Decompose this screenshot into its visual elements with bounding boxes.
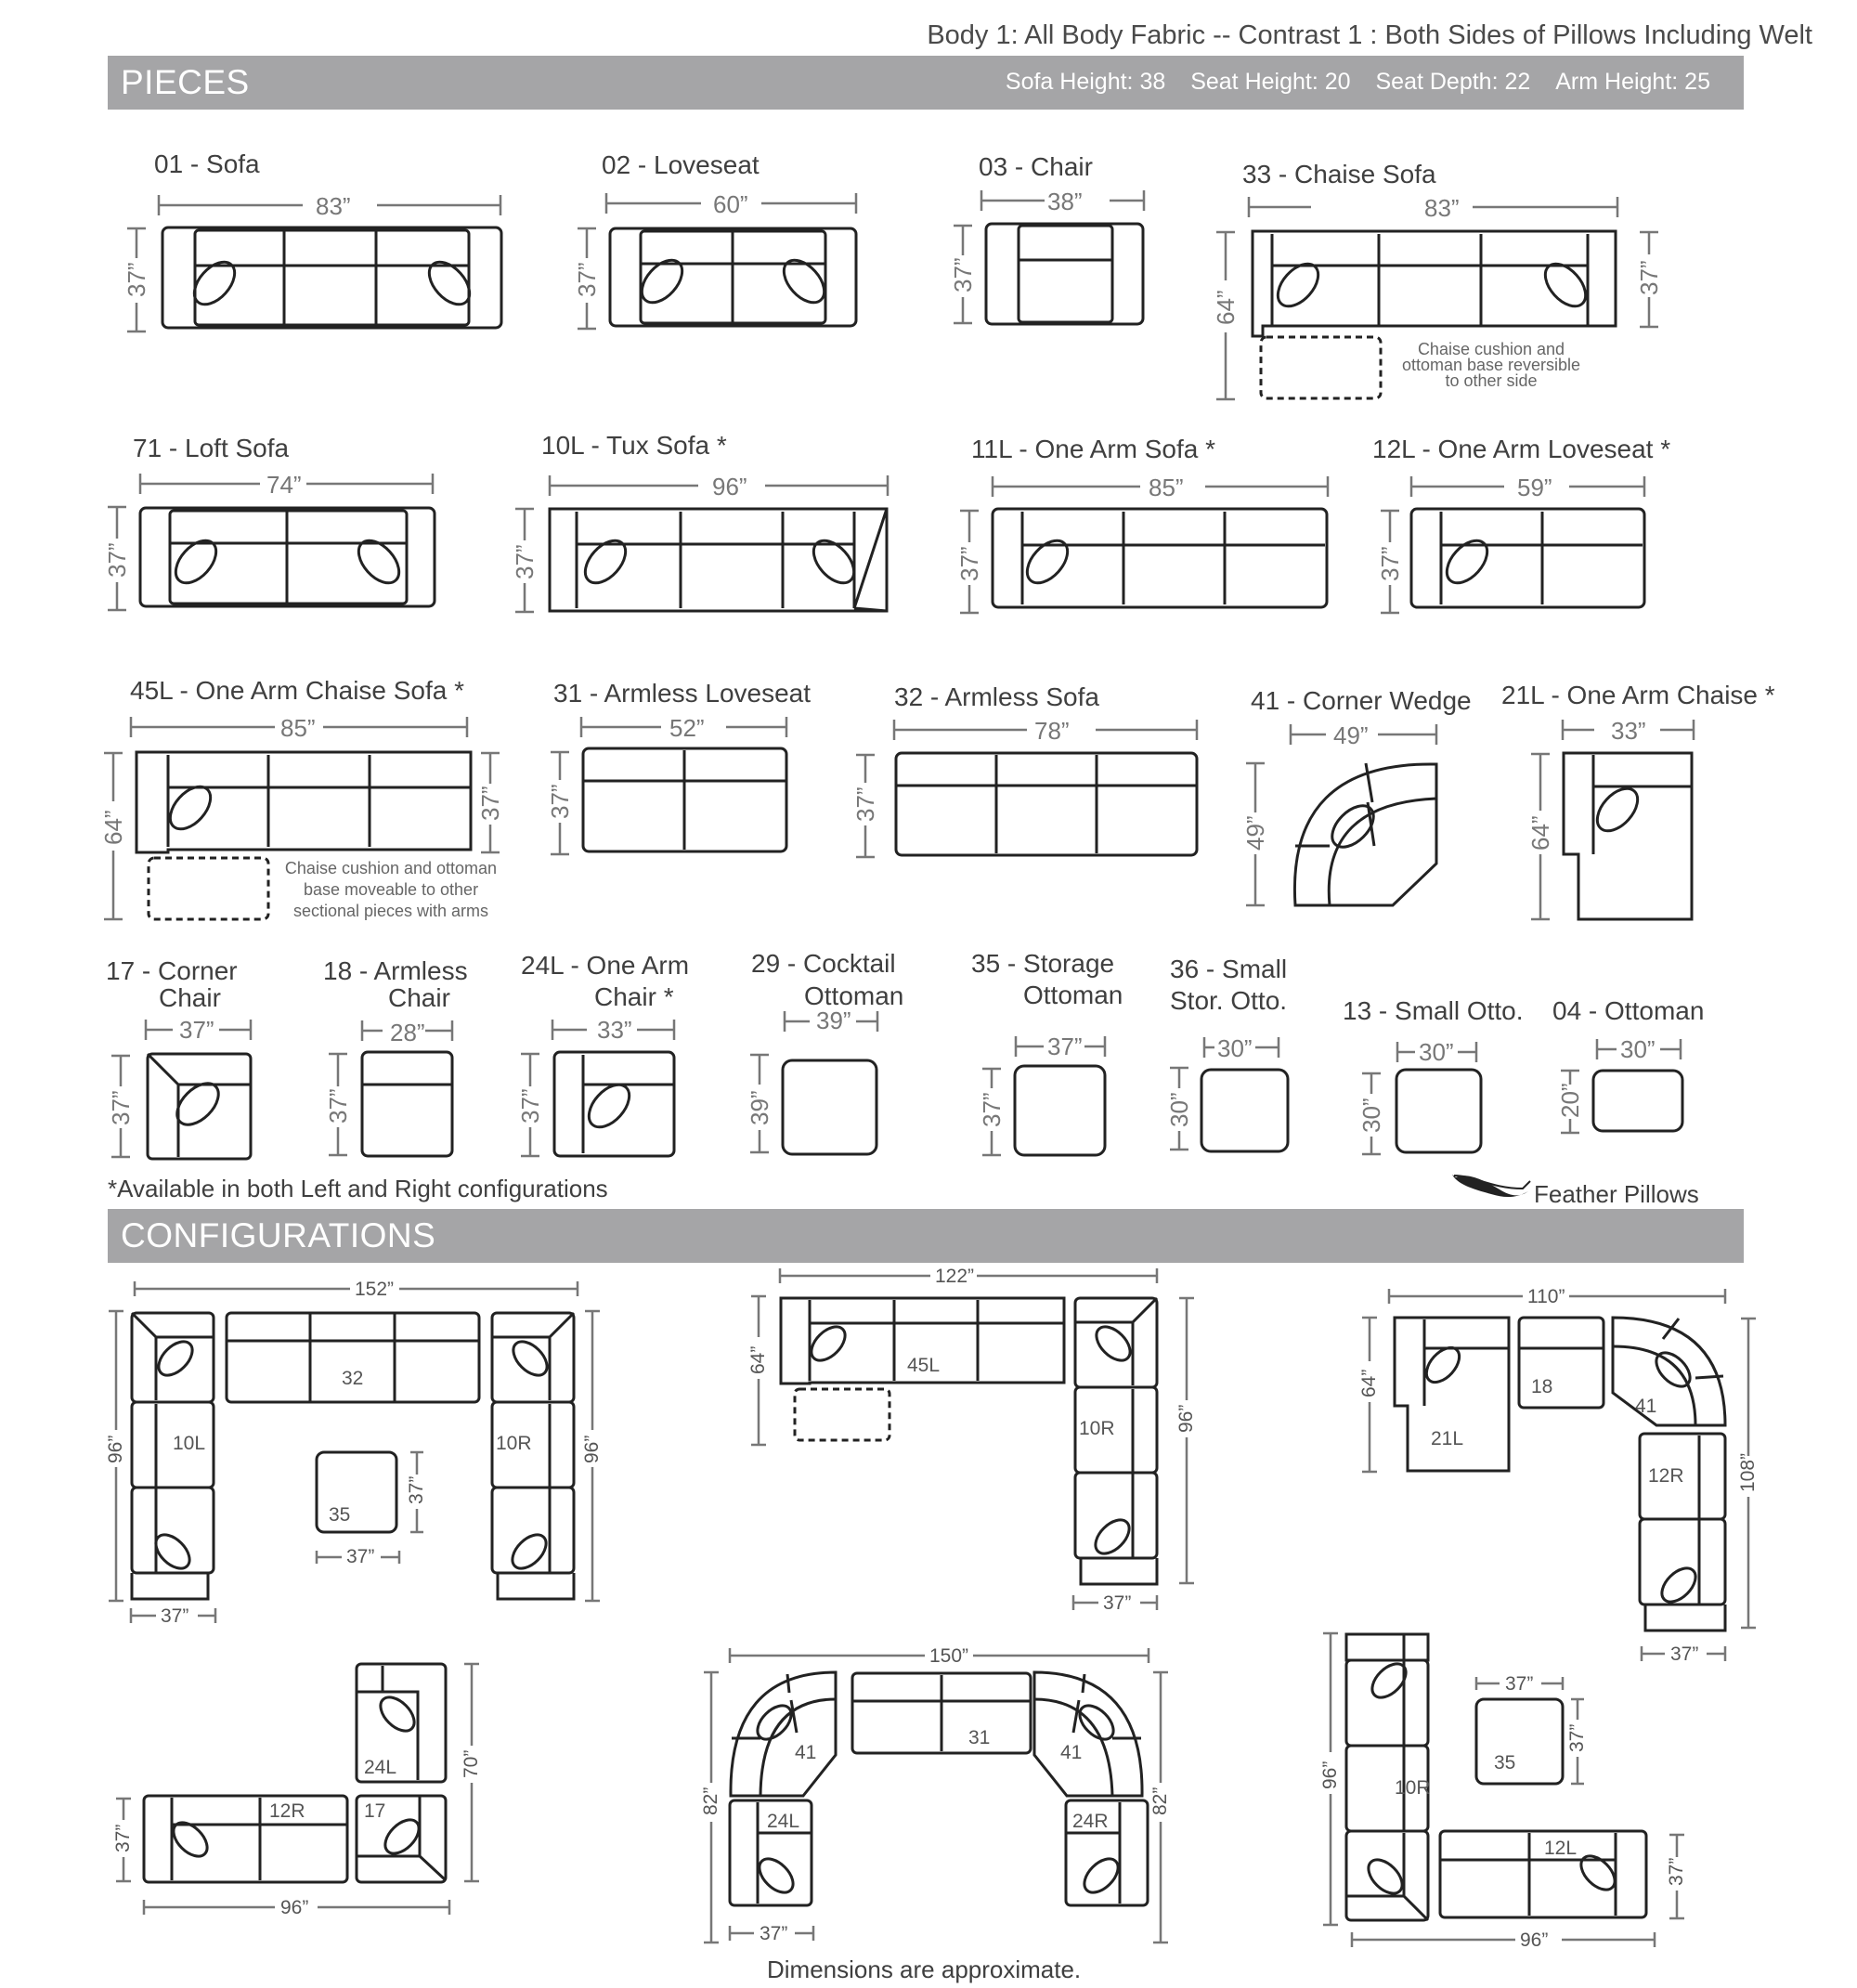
spec-arm-height: Arm Height: 25 xyxy=(1555,69,1710,95)
piece-36-small-storage-ottoman xyxy=(1165,1034,1288,1151)
cfg2-depth-left: 64” xyxy=(747,1345,769,1374)
dim-04-depth: 20” xyxy=(1556,1083,1584,1118)
piece-29-cocktail-ottoman xyxy=(746,1007,877,1154)
piece-label-24l-line2: Chair * xyxy=(594,982,674,1011)
configuration-1 xyxy=(105,1279,603,1627)
dim-04-width: 30” xyxy=(1620,1035,1656,1063)
dim-32-depth: 37” xyxy=(851,786,879,822)
cfg1-ottoman-w: 37” xyxy=(346,1546,375,1567)
piece-label-31-armless-loveseat: 31 - Armless Loveseat xyxy=(553,679,812,708)
dim-01-depth: 37” xyxy=(123,262,150,297)
dim-71-depth: 37” xyxy=(103,542,131,578)
cfg5-label-24l: 24L xyxy=(767,1811,800,1832)
cfg5-depth-left: 82” xyxy=(700,1787,721,1815)
dim-02-width: 60” xyxy=(713,190,748,218)
dim-71-width: 74” xyxy=(266,471,302,499)
piece-label-10l-tux-sofa: 10L - Tux Sofa * xyxy=(541,431,727,460)
piece-18-armless-chair xyxy=(324,1019,452,1156)
cfg3-arm: 37” xyxy=(1670,1644,1699,1665)
cfg5-arm: 37” xyxy=(760,1923,788,1944)
dim-33-depth2: 37” xyxy=(1635,260,1663,295)
piece-71-loft-sofa xyxy=(103,471,435,610)
dim-33-width: 83” xyxy=(1424,194,1460,222)
piece-label-36-line1: 36 - Small xyxy=(1170,955,1288,983)
dim-11l-depth: 37” xyxy=(955,546,983,581)
spec-seat-height: Seat Height: 20 xyxy=(1190,69,1351,95)
cfg4-label-12r: 12R xyxy=(269,1800,305,1822)
dim-11l-width: 85” xyxy=(1149,474,1184,501)
configuration-5 xyxy=(700,1645,1171,1944)
piece-label-18-line1: 18 - Armless xyxy=(323,956,468,985)
configurations-title: CONFIGURATIONS xyxy=(121,1216,436,1254)
piece-label-12l-one-arm-loveseat: 12L - One Arm Loveseat * xyxy=(1372,435,1671,463)
dim-45l-depth: 64” xyxy=(99,810,127,845)
piece-13-small-ottoman xyxy=(1357,1038,1481,1154)
piece-label-02-loveseat: 02 - Loveseat xyxy=(602,150,760,179)
dim-31-width: 52” xyxy=(669,714,705,742)
pieces-title: PIECES xyxy=(121,63,250,101)
piece-label-11l-one-arm-sofa: 11L - One Arm Sofa * xyxy=(971,435,1216,463)
piece-03-chair xyxy=(949,188,1144,324)
dim-10l-depth: 37” xyxy=(511,544,539,579)
dim-41-depth: 49” xyxy=(1241,815,1269,851)
piece-label-04-ottoman: 04 - Ottoman xyxy=(1552,996,1705,1025)
piece-label-01-sofa: 01 - Sofa xyxy=(154,149,260,178)
dim-18-depth: 37” xyxy=(324,1088,352,1124)
piece-41-corner-wedge xyxy=(1241,721,1436,905)
dim-33-depth: 64” xyxy=(1212,290,1240,325)
dim-01-width: 83” xyxy=(316,192,351,220)
dim-12l-width: 59” xyxy=(1517,474,1552,501)
dim-29-width: 39” xyxy=(816,1007,851,1034)
dim-21l-width: 33” xyxy=(1611,717,1646,745)
cfg1-label-10l: 10L xyxy=(173,1433,206,1454)
dim-35-width: 37” xyxy=(1047,1033,1083,1060)
cfg6-label-10r: 10R xyxy=(1395,1777,1431,1799)
cfg2-label-10r: 10R xyxy=(1079,1418,1115,1439)
piece-04-ottoman xyxy=(1556,1035,1682,1133)
dim-12l-depth: 37” xyxy=(1376,546,1404,581)
dim-41-width: 49” xyxy=(1333,721,1369,749)
note-45l-line2: base moveable to other xyxy=(303,880,479,899)
dim-36-width: 30” xyxy=(1217,1034,1253,1062)
piece-02-loveseat xyxy=(573,190,856,329)
cfg3-label-12r: 12R xyxy=(1648,1465,1684,1487)
dim-36-depth: 30” xyxy=(1165,1092,1193,1127)
piece-12l-one-arm-loveseat xyxy=(1376,474,1644,613)
dim-17-width: 37” xyxy=(179,1016,214,1044)
feather-icon xyxy=(1452,1175,1530,1197)
fabric-note: Body 1: All Body Fabric -- Contrast 1 : Both Sides of Pillows Including Welt xyxy=(927,20,1812,50)
cfg1-label-10r: 10R xyxy=(496,1433,532,1454)
cfg3-depth-left: 64” xyxy=(1358,1369,1380,1397)
piece-label-71-loft-sofa: 71 - Loft Sofa xyxy=(133,434,290,462)
piece-label-33-chaise-sofa: 33 - Chaise Sofa xyxy=(1242,160,1436,188)
cfg6-width: 96” xyxy=(1520,1930,1549,1951)
cfg3-width: 110” xyxy=(1527,1286,1565,1307)
cfg5-label-24r: 24R xyxy=(1072,1811,1109,1832)
dim-17-depth: 37” xyxy=(107,1090,135,1125)
piece-31-armless-loveseat xyxy=(546,714,786,854)
cfg2-width: 122” xyxy=(935,1266,975,1287)
dim-13-depth: 30” xyxy=(1357,1098,1385,1133)
note-33-line3: to other side xyxy=(1445,371,1538,390)
cfg3-depth-right: 108” xyxy=(1737,1452,1759,1492)
dim-03-width: 38” xyxy=(1047,188,1083,215)
piece-32-armless-sofa xyxy=(851,717,1197,857)
cfg4-width: 96” xyxy=(280,1897,309,1918)
cfg6-ottoman-w: 37” xyxy=(1505,1673,1534,1695)
piece-35-storage-ottoman xyxy=(978,1033,1105,1155)
configuration-4 xyxy=(112,1664,482,1918)
piece-24l-one-arm-chair xyxy=(516,1016,674,1156)
piece-label-29-line2: Ottoman xyxy=(804,981,904,1010)
dim-02-depth: 37” xyxy=(573,262,601,297)
piece-label-03-chair: 03 - Chair xyxy=(979,152,1093,181)
spec-seat-depth: Seat Depth: 22 xyxy=(1375,69,1531,95)
cfg4-depth-left: 37” xyxy=(112,1824,134,1852)
piece-21l-one-arm-chaise xyxy=(1526,717,1694,919)
piece-label-17-line1: 17 - Corner xyxy=(106,956,238,985)
piece-label-13-small-otto: 13 - Small Otto. xyxy=(1343,996,1524,1025)
footer-note: Dimensions are approximate. xyxy=(767,1956,1082,1983)
piece-label-35-line1: 35 - Storage xyxy=(971,949,1115,978)
cfg1-depth-left: 96” xyxy=(105,1435,126,1463)
dim-10l-width: 96” xyxy=(712,473,747,500)
piece-label-41-corner-wedge: 41 - Corner Wedge xyxy=(1251,686,1472,715)
cfg1-depth-right: 96” xyxy=(581,1435,603,1463)
piece-label-29-line1: 29 - Cocktail xyxy=(751,949,896,978)
cfg6-ottoman-d: 37” xyxy=(1566,1723,1588,1752)
dim-24l-width: 33” xyxy=(597,1016,632,1044)
cfg1-ottoman-d: 37” xyxy=(406,1475,427,1504)
configuration-2 xyxy=(747,1266,1197,1614)
dim-29-depth: 39” xyxy=(746,1090,773,1125)
piece-label-35-line2: Ottoman xyxy=(1023,981,1123,1009)
cfg1-width: 152” xyxy=(355,1279,395,1300)
cfg3-label-41: 41 xyxy=(1635,1396,1657,1417)
cfg2-arm: 37” xyxy=(1103,1592,1132,1614)
cfg6-label-35: 35 xyxy=(1494,1752,1516,1774)
piece-17-corner-chair xyxy=(107,1016,251,1159)
dim-18-width: 28” xyxy=(390,1019,425,1046)
cfg1-arm: 37” xyxy=(161,1605,189,1627)
cfg2-depth-right: 96” xyxy=(1175,1404,1197,1433)
dim-32-width: 78” xyxy=(1034,717,1070,745)
cfg4-depth-right: 70” xyxy=(461,1749,482,1778)
availability-note: *Available in both Left and Right configurations xyxy=(108,1175,608,1202)
dim-24l-depth: 37” xyxy=(516,1088,544,1124)
dim-45l-width: 85” xyxy=(280,714,316,742)
cfg6-label-12l: 12L xyxy=(1544,1838,1578,1859)
spec-sofa-height: Sofa Height: 38 xyxy=(1005,69,1166,95)
piece-45l-one-arm-chaise-sofa xyxy=(99,714,504,920)
cfg4-label-17: 17 xyxy=(364,1800,386,1822)
piece-label-32-armless-sofa: 32 - Armless Sofa xyxy=(894,682,1099,711)
cfg5-label-31: 31 xyxy=(968,1727,991,1748)
piece-33-chaise-sofa xyxy=(1212,194,1663,399)
dim-31-depth: 37” xyxy=(546,784,574,819)
piece-01-sofa xyxy=(123,192,501,331)
cfg5-label-41-left: 41 xyxy=(795,1742,817,1763)
configuration-3 xyxy=(1358,1286,1759,1665)
cfg5-width: 150” xyxy=(929,1645,969,1667)
cfg5-label-41-right: 41 xyxy=(1060,1742,1083,1763)
note-33-line2: ottoman base reversible xyxy=(1401,356,1581,374)
dim-03-depth: 37” xyxy=(949,257,977,292)
cfg1-label-32: 32 xyxy=(342,1368,364,1389)
piece-10l-tux-sofa xyxy=(511,473,888,612)
dim-45l-depth2: 37” xyxy=(476,786,504,821)
note-45l-line1: Chaise cushion and ottoman xyxy=(284,859,498,877)
cfg1-label-35: 35 xyxy=(329,1504,351,1526)
cfg2-label-45l: 45L xyxy=(907,1355,941,1376)
dim-13-width: 30” xyxy=(1419,1038,1454,1066)
note-45l-line3: sectional pieces with arms xyxy=(292,902,489,920)
piece-11l-one-arm-sofa xyxy=(955,474,1328,613)
configuration-6 xyxy=(1319,1633,1687,1951)
piece-label-45l-one-arm-chaise-sofa: 45L - One Arm Chaise Sofa * xyxy=(130,676,465,705)
piece-label-24l-line1: 24L - One Arm xyxy=(521,951,690,980)
piece-label-21l-one-arm-chaise: 21L - One Arm Chaise * xyxy=(1501,681,1775,709)
note-33-line1: Chaise cushion and xyxy=(1417,340,1565,358)
piece-label-36-line2: Stor. Otto. xyxy=(1170,986,1288,1015)
piece-label-18-line2: Chair xyxy=(388,983,450,1012)
cfg6-depth-right: 37” xyxy=(1666,1857,1687,1886)
piece-label-17-line2: Chair xyxy=(159,983,221,1012)
cfg5-depth-right: 82” xyxy=(1149,1787,1171,1815)
cfg3-label-21l: 21L xyxy=(1431,1428,1464,1449)
dim-35-depth: 37” xyxy=(978,1092,1006,1127)
feather-pillows-label: Feather Pillows xyxy=(1534,1180,1699,1208)
cfg3-label-18: 18 xyxy=(1531,1376,1553,1397)
cfg4-label-24l: 24L xyxy=(364,1757,397,1778)
cfg6-depth-left: 96” xyxy=(1319,1761,1341,1789)
dim-21l-depth: 64” xyxy=(1526,815,1554,851)
